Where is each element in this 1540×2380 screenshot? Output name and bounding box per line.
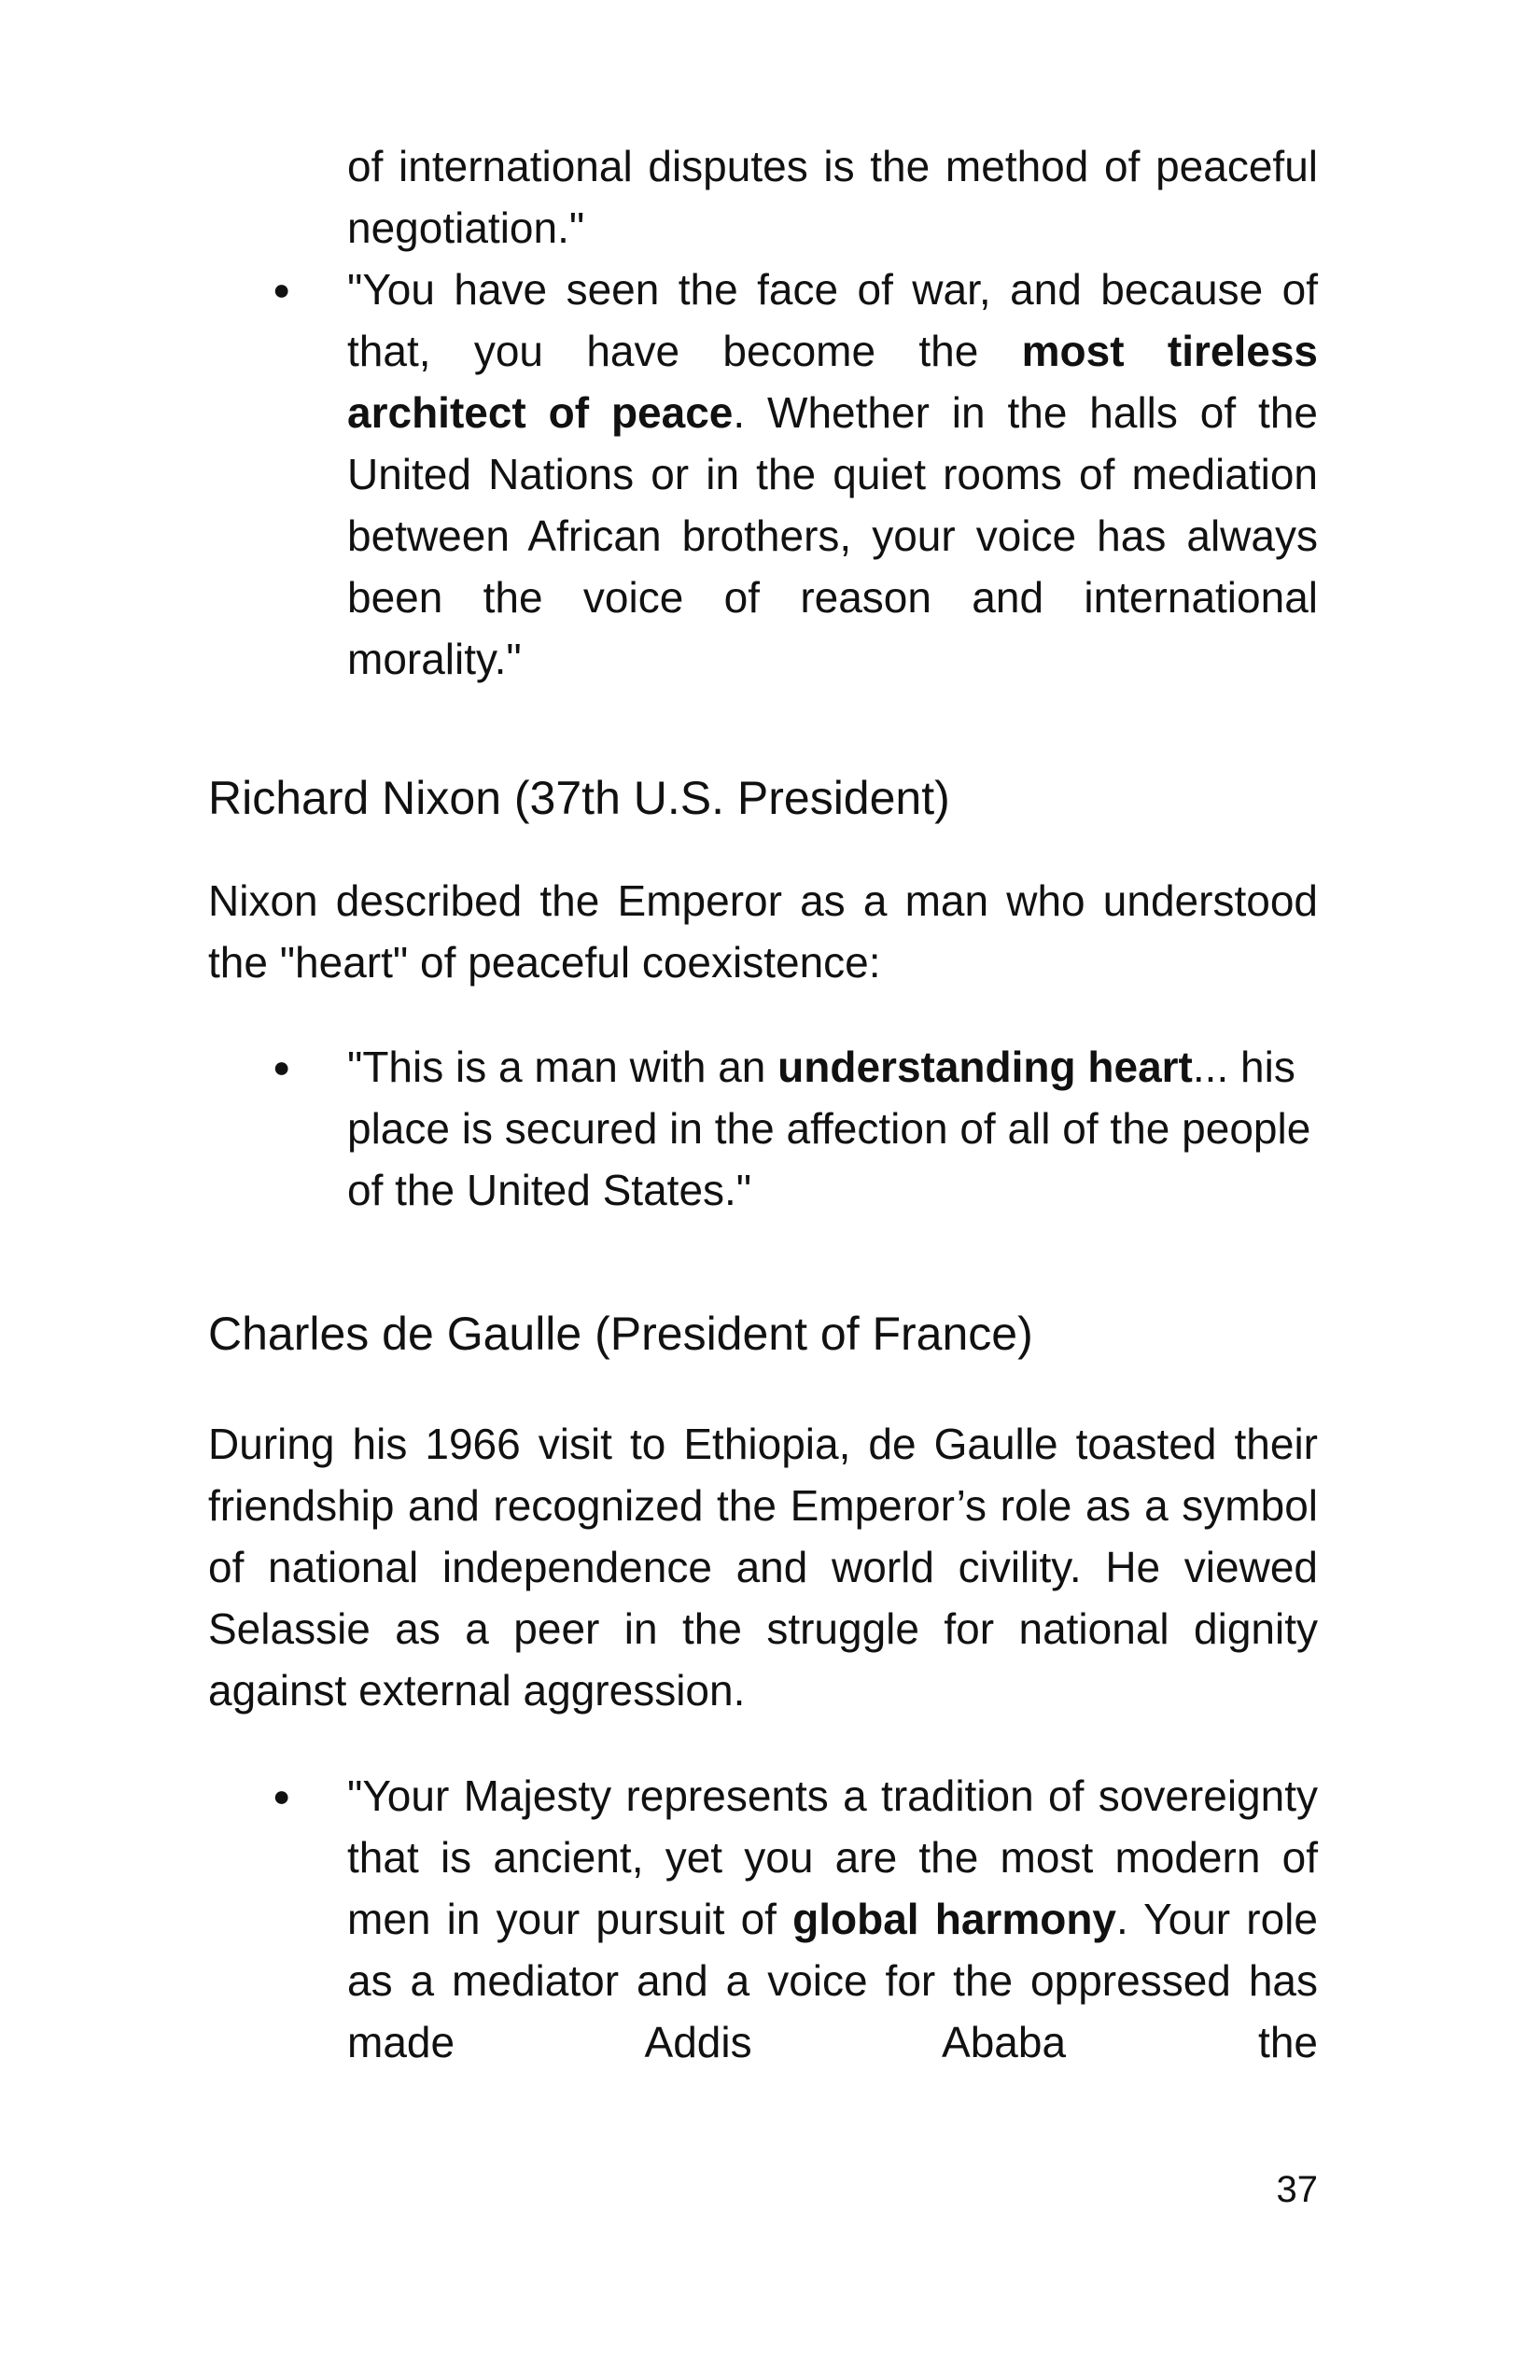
continued-bullet-text: of international disputes is the method of peaceful negotiation." xyxy=(347,142,1318,252)
page-number: 37 xyxy=(1276,2169,1318,2210)
bullet-text: "This is a man with an understanding heart... his place is secured in the affection of all of the people of the United States." xyxy=(347,1043,1311,1214)
bold-phrase: most tireless architect of peace xyxy=(347,327,1318,437)
bold-phrase: understanding heart xyxy=(777,1043,1193,1091)
bullet-icon: ● xyxy=(273,273,291,306)
section-intro-nixon: Nixon described the Emperor as a man who understood the "heart" of peaceful coexistence: xyxy=(208,876,1318,987)
bullet-icon: ● xyxy=(273,1050,291,1084)
section-intro-degaulle: During his 1966 visit to Ethiopia, de Gaulle toasted their friendship and recognized the Emperor’s role as a symbol of national independence and world civility. He viewed Selassie as a peer in the struggle for national dignity against external aggression. xyxy=(208,1420,1318,1715)
bullet-text: "You have seen the face of war, and because of that, you have become the most tireless architect of peace. Whether in the halls of the United Nations or in the quiet rooms of mediation between African brothers, your voice has always been the voice of reason and international morality." xyxy=(347,265,1318,683)
bullet-icon: ● xyxy=(273,1779,291,1813)
section-heading-nixon: Richard Nixon (37th U.S. President) xyxy=(208,772,950,824)
bold-phrase: global harmony xyxy=(792,1895,1117,1943)
bullet-text: "Your Majesty represents a tradition of sovereignty that is ancient, yet you are the most modern of men in your pursuit of global harmony. Your role as a mediator and a voice for the oppressed has made Addis Ababa the xyxy=(347,1771,1318,2066)
section-heading-degaulle: Charles de Gaulle (President of France) xyxy=(208,1308,1033,1360)
